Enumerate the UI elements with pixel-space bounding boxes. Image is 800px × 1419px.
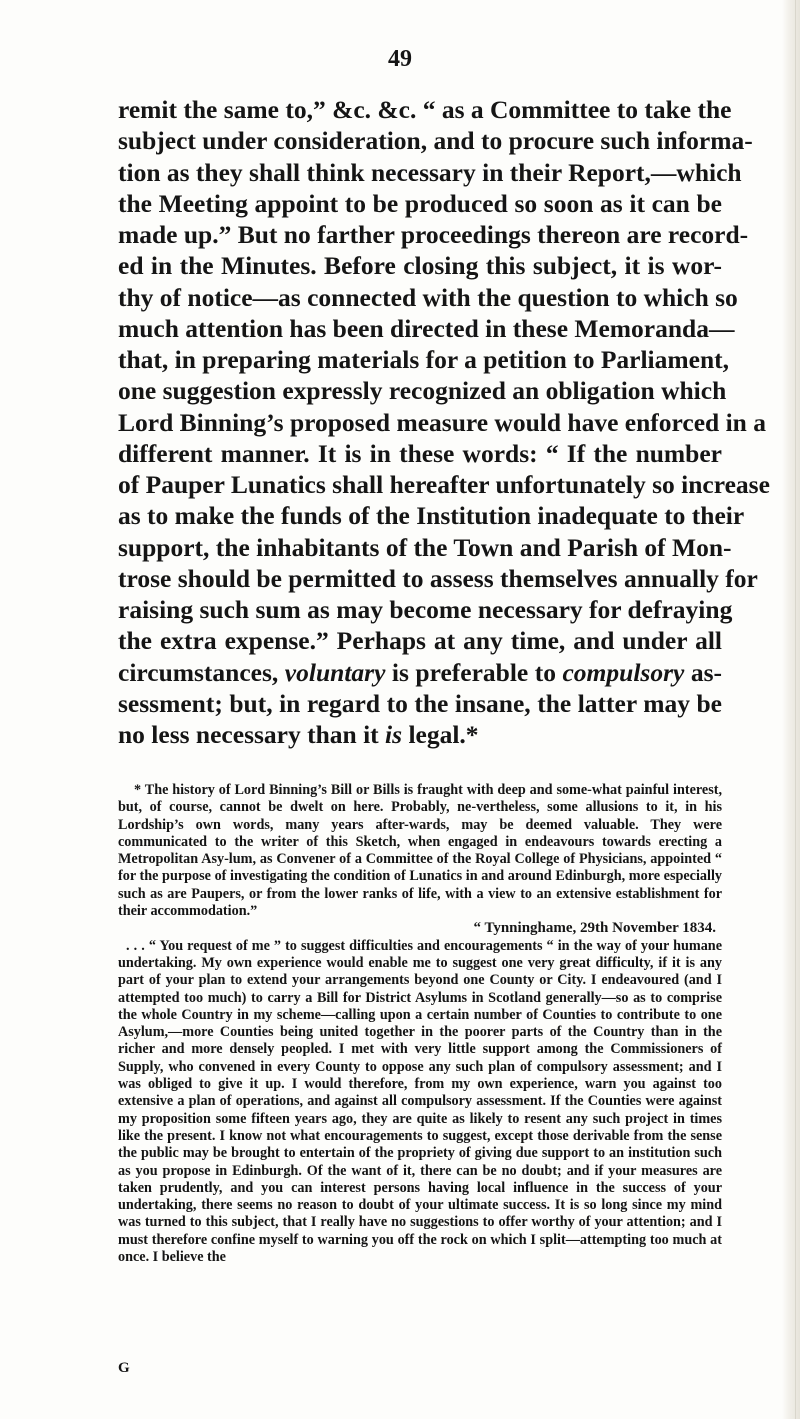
body-line: that, in preparing materials for a petition to Parliament, xyxy=(118,345,729,374)
scan-page-edge xyxy=(782,0,800,1419)
emphasis-compulsory: compulsory xyxy=(562,657,685,687)
body-line: subject under consideration, and to procure such informa- xyxy=(118,126,753,156)
emphasis-is: is xyxy=(385,720,403,749)
footnote-intro: * The history of Lord Binning’s Bill or Bills is fraught with deep and some-what painful interest, but, of course, cannot be dwelt on here. Probably, ne-vertheless, some allusions to it, in his Lordship’s own words, many years after-wards, may be deemed valuable. They were communicated to the writer of this Sketch, when engaged in endeavours towards erecting a Metropolitan Asy-lum, as Convener of a Committee of the Royal College of Physicians, appointed “ for the purpose of investigating the condition of Lunatics in and around Edinburgh, more especially such as are Paupers, or from the lower ranks of life, with a view to an extensive establishment for their accommodation.” xyxy=(118,782,722,920)
emphasis-voluntary: voluntary xyxy=(284,657,386,687)
body-line: different manner. It is in these words: “ If the number xyxy=(118,438,722,468)
body-line: made up.” But no farther proceedings thereon are record- xyxy=(118,220,749,249)
body-line-last xyxy=(118,719,722,750)
body-line: one suggestion expressly recognized an obligation which xyxy=(118,376,727,406)
body-line-segment: legal.* xyxy=(402,720,479,749)
body-line: of Pauper Lunatics shall hereafter unfortunately so increase xyxy=(118,470,770,499)
body-line: ed in the Minutes. Before closing this subject, it is wor- xyxy=(118,251,722,281)
footnote-letter-text: . . . “ You request of me ” to suggest difficulties and encouragements “ in the way of your humane undertaking. My own experience would enable me to suggest one very great difficulty, if it is any part of your plan to extend your arrangements beyond one County or City. I endeavoured (and I attempted too much) to carry a Bill for District Asylums in Scotland generally—so as to comprise the whole Country in my scheme—calling upon a certain number of Counties to contribute to one Asylum,—more Counties being united together in the poorer parts of the Country than in the richer and more densely peopled. I met with very little support among the Commissioners of Supply, who convened in every County to oppose any such plan of compulsory assessment; and I was obliged to give it up. I would therefore, from my own experience, warn you against too extensive a plan of operations, and against all compulsory assessment. If the Counties were against my proposition some fifteen years ago, they are quite as likely to resent any such project in times like the present. I know not what encouragements to suggest, except those derivable from the sense the public may be brought to entertain of the propriety of giving due support to an institution such as you propose in Edinburgh. Of the want of it, there can be no doubt; and if your measures are taken prudently, and you can interest persons having local influence in the success of your undertaking, there seems no reason to doubt of your ultimate success. It is so long since my mind was turned to this subject, that I really have no suggestions to offer worthy of your attention; and I must therefore confine myself to warning you off the rock on which I split—attempting too much at once. I believe the xyxy=(118,937,722,1266)
body-line: raising such sum as may become necessary for defraying xyxy=(118,595,733,624)
body-line-segment: as- xyxy=(684,657,722,687)
footnote-block xyxy=(118,782,722,1266)
footnote-letter-date: “ Tynninghame, 29th November 1834. xyxy=(473,920,716,937)
main-body-text xyxy=(118,94,770,750)
body-line: sessment; but, in regard to the insane, the latter may be xyxy=(118,688,722,718)
body-line: remit the same to,” &c. &c. “ as a Committee to take the xyxy=(118,95,732,124)
body-line: as to make the funds of the Institution inadequate to their xyxy=(118,501,745,531)
body-line: much attention has been directed in these Memoranda— xyxy=(118,313,735,343)
body-line: support, the inhabitants of the Town and Parish of Mon- xyxy=(118,532,732,562)
signature-mark: G xyxy=(118,1360,130,1376)
body-line-segment: circumstances, xyxy=(118,657,285,687)
body-line: the extra expense.” Perhaps at any time, and under all xyxy=(118,626,722,656)
body-line: tion as they shall think necessary in their Report,—which xyxy=(118,157,742,187)
body-line: trose should be permitted to assess themselves annually for xyxy=(118,563,758,593)
page-number: 49 xyxy=(388,46,412,72)
body-line xyxy=(118,657,722,688)
body-line: Lord Binning’s proposed measure would have enforced in a xyxy=(118,407,766,437)
scan-page-edge-line xyxy=(795,0,796,1419)
body-line: thy of notice—as connected with the question to which so xyxy=(118,282,738,312)
body-line-segment: no less necessary than it xyxy=(118,720,386,749)
body-line: the Meeting appoint to be produced so soon as it can be xyxy=(118,188,722,218)
body-line-segment: is preferable to xyxy=(385,657,563,687)
